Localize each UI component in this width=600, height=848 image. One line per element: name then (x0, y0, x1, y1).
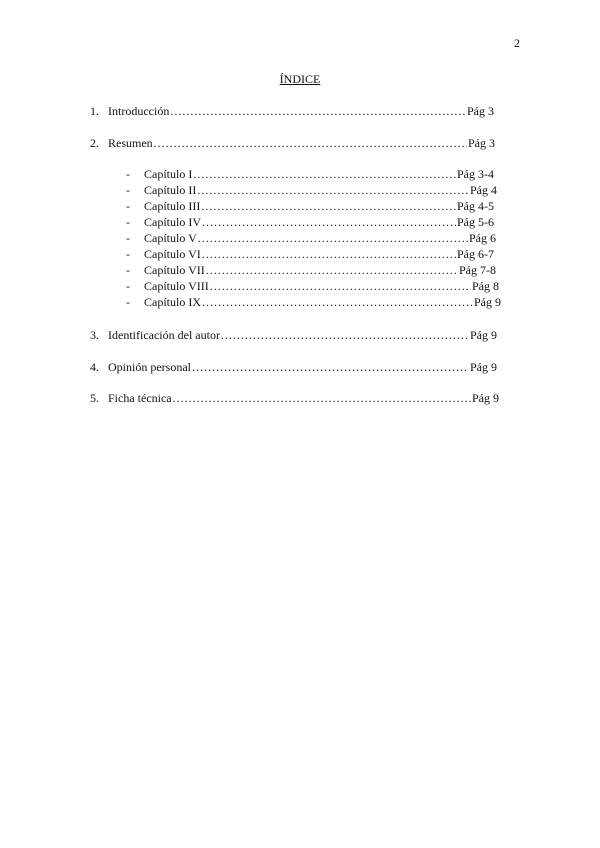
toc-entry-resumen (108, 135, 495, 151)
page-title-text: ÍNDICE (279, 72, 321, 86)
page-number: 2 (514, 36, 520, 50)
toc-chapter-marker: - (126, 199, 130, 213)
toc-entry-marker: 1. (90, 104, 99, 118)
toc-dot-leader (221, 327, 469, 343)
page-title (0, 72, 600, 87)
toc-chapter-label: Capítulo I (144, 167, 193, 181)
toc-entry-page: Pág 9 (470, 360, 497, 374)
toc-dot-leader (201, 198, 456, 214)
toc-dot-leader (197, 182, 469, 198)
toc-chapter-label: Capítulo II (144, 183, 197, 197)
toc-chapter-page: Pág 7-8 (459, 263, 496, 277)
toc-entry-marker: 4. (90, 360, 99, 374)
toc-entry-label: Opinión personal (108, 360, 191, 374)
toc-entry-page: Pág 3 (468, 136, 495, 150)
toc-chapter-2 (144, 182, 497, 198)
toc-chapter-label: Capítulo VII (144, 263, 205, 277)
toc-entry-label: Introducción (108, 104, 170, 118)
toc-chapter-marker: - (126, 215, 130, 229)
toc-chapter-page: Pág 3-4 (457, 167, 494, 181)
toc-chapter-9 (144, 294, 501, 310)
toc-dot-leader (154, 135, 467, 151)
toc-chapter-7 (144, 262, 496, 278)
toc-entry-identificacion (108, 327, 497, 343)
toc-dot-leader (210, 278, 471, 294)
toc-chapter-label: Capítulo IV (144, 215, 201, 229)
toc-chapter-label: Capítulo IX (144, 295, 201, 309)
toc-entry-label: Ficha técnica (108, 391, 172, 405)
toc-chapter-marker: - (126, 295, 130, 309)
toc-entry-marker: 3. (90, 328, 99, 342)
toc-chapter-marker: - (126, 231, 130, 245)
toc-dot-leader (192, 359, 469, 375)
toc-chapter-page: Pág 8 (472, 279, 499, 293)
toc-chapter-6 (144, 246, 494, 262)
toc-dot-leader (193, 166, 456, 182)
toc-dot-leader (202, 246, 456, 262)
toc-dot-leader (202, 294, 473, 310)
toc-entry-marker: 5. (90, 391, 99, 405)
toc-dot-leader (170, 103, 466, 119)
toc-chapter-page: Pág 5-6 (457, 215, 494, 229)
toc-dot-leader (198, 230, 468, 246)
toc-chapter-marker: - (126, 279, 130, 293)
toc-entry-page: Pág 3 (467, 104, 494, 118)
toc-chapter-page: Pág 6 (469, 231, 496, 245)
toc-dot-leader (202, 214, 456, 230)
toc-chapter-marker: - (126, 167, 130, 181)
toc-chapter-page: Pág 9 (474, 295, 501, 309)
toc-entry-label: Resumen (108, 136, 153, 150)
toc-chapter-8 (144, 278, 499, 294)
toc-chapter-marker: - (126, 263, 130, 277)
toc-entry-label: Identificación del autor (108, 328, 220, 342)
toc-entry-opinion (108, 359, 497, 375)
toc-chapter-5 (144, 230, 496, 246)
toc-chapter-3 (144, 198, 494, 214)
toc-chapter-marker: - (126, 247, 130, 261)
toc-entry-ficha (108, 390, 499, 406)
toc-chapter-label: Capítulo VI (144, 247, 201, 261)
toc-chapter-1 (144, 166, 494, 182)
toc-chapter-marker: - (126, 183, 130, 197)
toc-dot-leader (206, 262, 458, 278)
toc-chapter-label: Capítulo VIII (144, 279, 209, 293)
toc-entry-page: Pág 9 (470, 328, 497, 342)
toc-entry-marker: 2. (90, 136, 99, 150)
toc-chapter-4 (144, 214, 494, 230)
toc-chapter-page: Pág 4 (470, 183, 497, 197)
toc-chapter-label: Capítulo III (144, 199, 201, 213)
toc-dot-leader (173, 390, 471, 406)
toc-entry-page: Pág 9 (472, 391, 499, 405)
toc-chapter-page: Pág 6-7 (457, 247, 494, 261)
toc-chapter-page: Pág 4-5 (457, 199, 494, 213)
toc-entry-introduccion (108, 103, 494, 119)
toc-chapter-label: Capítulo V (144, 231, 197, 245)
